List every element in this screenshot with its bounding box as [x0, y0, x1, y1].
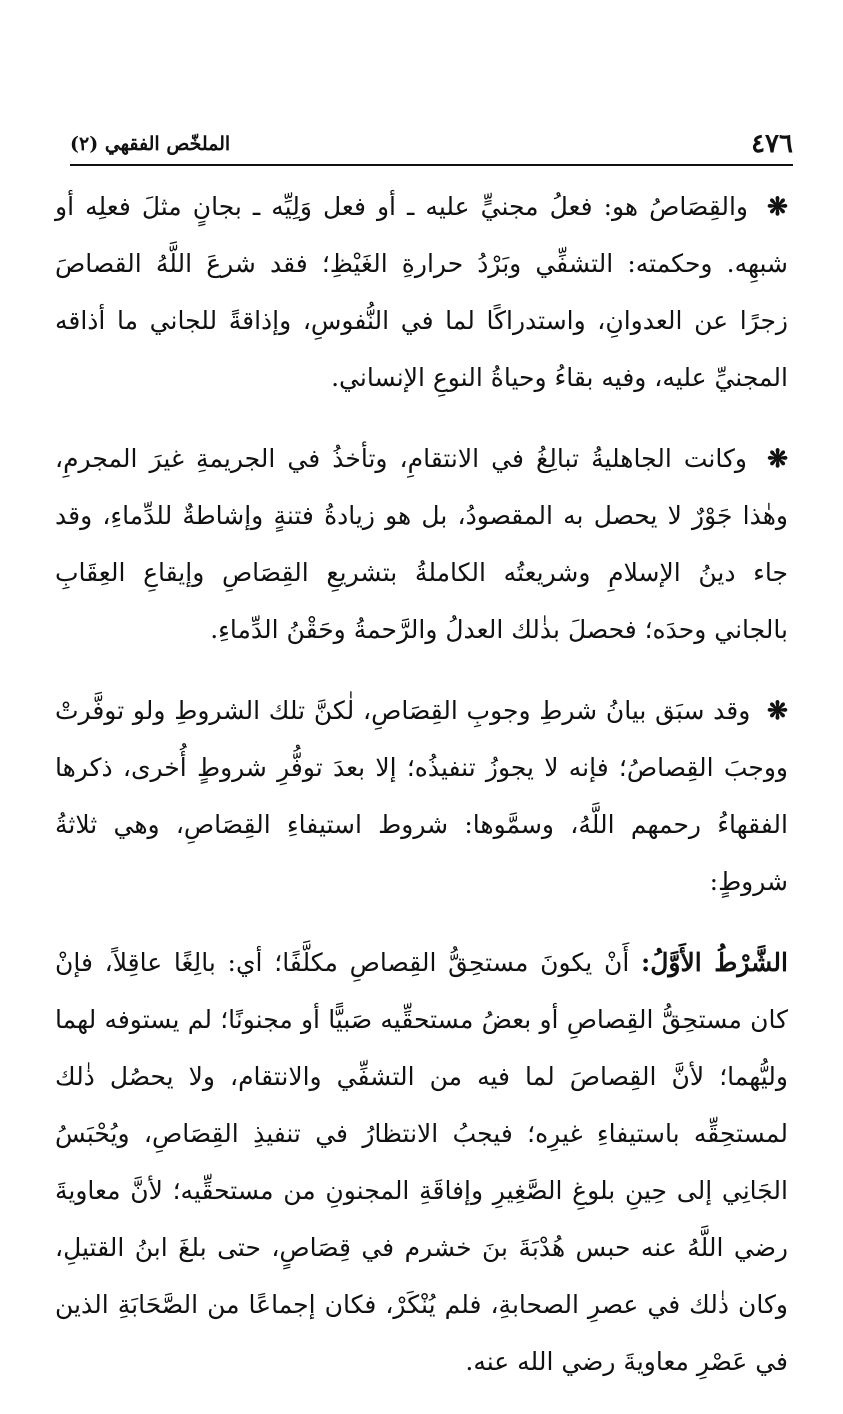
paragraph-text: والقِصَاصُ هو: فعلُ مجنيٍّ عليه ـ أو فعل وَلِيِّه ـ بجانٍ مثلَ فعلِه أو شبهِه. وحكمته: التشفِّي وبَرْدُ حرارةِ الغَيْظِ؛ فقد شرعَ اللَّهُ القصاصَ زجرًا عن العدوانِ، واستدراكًا لما في النُّفوسِ، وإذاقةً للجاني ما أذاقه المجنيِّ عليه، وفيه بقاءُ وحياةُ النوعِ الإنساني.	[55, 192, 788, 392]
paragraph-star-icon: ❋	[767, 192, 788, 221]
paragraph	[55, 682, 788, 910]
paragraph-text: أَنْ يكونَ مستحِقُّ القِصاصِ مكلَّفًا؛ أي: بالِغًا عاقِلاً، فإنْ كان مستحِقُّ القِصاصِ أو بعضُ مستحقِّيه صَبيًّا أو مجنونًا؛ لم يستوفه لهما وليُّهما؛ لأنَّ القِصاصَ لما فيه من التشفِّي والانتقام، ولا يحصُل ذٰلك لمستحِقِّه باستيفاءِ غيرِه؛ فيجبُ الانتظارُ في تنفيذِ القِصَاصِ، ويُحْبَسُ الجَانِي إلى حِينِ بلوغِ الصَّغِيرِ وإفاقَةِ المجنونِ من مستحقِّيه؛ لأنَّ معاويةَ رضي اللَّهُ عنه حبس هُدْبَةَ بنَ خشرم في قِصَاصٍ، حتى بلغَ ابنُ القتيلِ، وكان ذٰلك في عصرِ الصحابةِ، فلم يُنْكَرْ، فكان إجماعًا من الصَّحَابَةِ الذين في عَصْرِ معاويةَ رضي الله عنه.	[55, 948, 788, 1376]
running-title: الملخّص الفقهي (٢)	[70, 133, 231, 155]
page-header	[70, 128, 793, 166]
page-body	[55, 178, 788, 1414]
paragraph	[55, 178, 788, 406]
paragraph-star-icon: ❋	[767, 696, 788, 725]
condition-heading: الشَّرْطُ الأَوَّلُ:	[641, 948, 788, 977]
paragraph	[55, 430, 788, 658]
paragraph	[55, 934, 788, 1390]
paragraph-text: وقد سبَق بيانُ شرطِ وجوبِ القِصَاصِ، لٰكنَّ تلك الشروطِ ولو توفَّرتْ ووجبَ القِصاصُ؛ فإنه لا يجوزُ تنفيذُه؛ إلا بعدَ توفُّرِ شروطٍ أُخرى، ذكرها الفقهاءُ رحمهم اللَّهُ، وسمَّوها: شروط استيفاءِ القِصَاصِ، وهي ثلاثةُ شروطٍ:	[55, 696, 788, 896]
page-number: ٤٧٦	[751, 129, 793, 159]
paragraph-text: وكانت الجاهليةُ تبالِغُ في الانتقامِ، وتأخذُ في الجريمةِ غيرَ المجرمِ، وهٰذا جَوْرٌ لا يحصل به المقصودُ، بل هو زيادةُ فتنةٍ وإشاطةٌ للدِّماءِ، وقد جاء دينُ الإسلامِ وشريعتُه الكاملةُ بتشريعِ القِصَاصِ وإيقاعِ العِقَابِ بالجاني وحدَه؛ فحصلَ بذٰلك العدلُ والرَّحمةُ وحَقْنُ الدِّماءِ.	[55, 444, 788, 644]
paragraph-star-icon: ❋	[767, 444, 789, 473]
